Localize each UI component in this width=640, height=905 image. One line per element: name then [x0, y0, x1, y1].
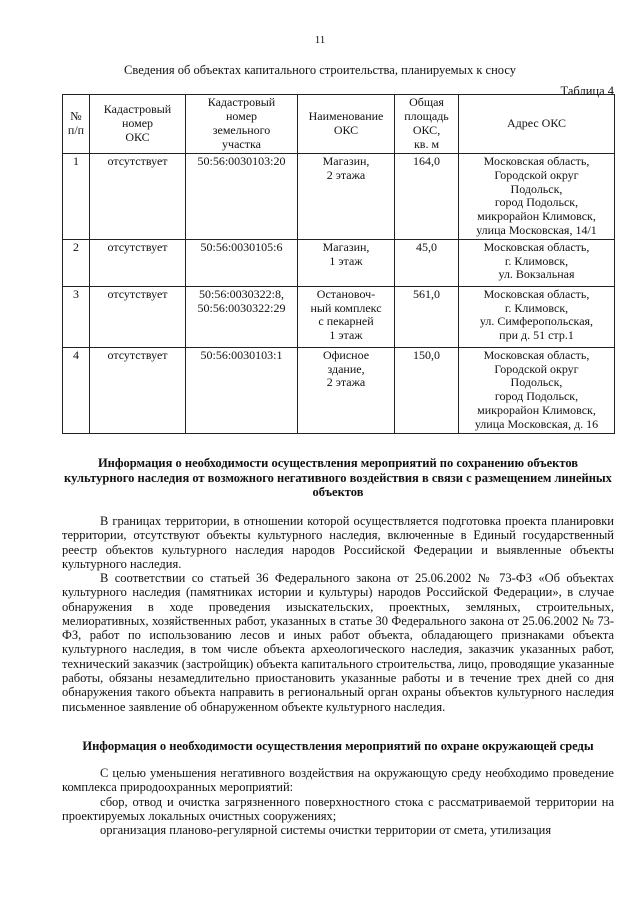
- table-label: Таблица 4: [560, 84, 614, 98]
- col-header-num: № п/п: [63, 95, 90, 154]
- cell-land-number: 50:56:0030103:20: [186, 154, 298, 240]
- table-caption: Сведения об объектах капитального строительства, планируемых к сносу: [124, 63, 516, 77]
- paragraph-federal-law-73: В соответствии со статьей 36 Федерального закона от 25.06.2002 № 73-ФЗ «Об объектах культурного наследия (памятниках истории и культуры) народов Российской Федерации», в случае обнаружения в ходе проведения изыскательских, проектных, земляных, строительных, мелиоративных, хозяйственных работ, указанных в статье 30 Федерального закона от 25.06.2002 № 73-ФЗ, работ по использованию лесов и иных работ объекта, обладающего признаками объекта культурного наследия, в том числе объекта археологического наследия, заказчик указанных работ, технический заказчик (застройщик) объекта капитального строительства, лицо, проводящие указанные работы, обязаны незамедлительно приостановить указанные работы и в течение трех дней со дня обнаружения такого объекта направить в региональный орган охраны объектов культурного наследия письменное заявление об обнаруженном объекте культурного наследия.: [62, 571, 614, 714]
- cell-address: Московская область, Городской округ Подольск, город Подольск, микрорайон Климовск, улица Московская, д. 16: [459, 347, 615, 433]
- col-header-oks-number: Кадастровый номер ОКС: [90, 95, 186, 154]
- cell-oks-number: отсутствует: [90, 154, 186, 240]
- heading-cultural-heritage: Информация о необходимости осуществления мероприятий по сохранению объектов культурного наследия от возможного негативного воздействия в связи с размещением линейных объектов: [64, 456, 612, 499]
- table-row: [63, 154, 615, 240]
- cell-area: 164,0: [395, 154, 459, 240]
- cell-name: Магазин, 2 этажа: [298, 154, 395, 240]
- cell-address: Московская область, г. Климовск, ул. Симферопольская, при д. 51 стр.1: [459, 286, 615, 347]
- cell-land-number: 50:56:0030105:6: [186, 239, 298, 286]
- heading-environment: Информация о необходимости осуществления мероприятий по охране окружающей среды: [82, 739, 594, 753]
- cell-oks-number: отсутствует: [90, 286, 186, 347]
- table-header-row: [63, 95, 615, 154]
- cell-num: 1: [63, 154, 90, 240]
- table-row: [63, 286, 615, 347]
- table-row: [63, 347, 615, 433]
- col-header-name: Наименование ОКС: [298, 95, 395, 154]
- cell-name: Остановоч- ный комплекс с пекарней 1 этаж: [298, 286, 395, 347]
- cell-area: 561,0: [395, 286, 459, 347]
- cell-num: 4: [63, 347, 90, 433]
- table-row: [63, 239, 615, 286]
- paragraph-runoff-treatment: сбор, отвод и очистка загрязненного поверхностного стока с рассматриваемой территории на проектируемых локальных очистных сооружениях;: [62, 795, 614, 824]
- col-header-area: Общая площадь ОКС, кв. м: [395, 95, 459, 154]
- cell-address: Московская область, Городской округ Подольск, город Подольск, микрорайон Климовск, улица Московская, 14/1: [459, 154, 615, 240]
- cell-address: Московская область, г. Климовск, ул. Вокзальная: [459, 239, 615, 286]
- col-header-land-number: Кадастровый номер земельного участка: [186, 95, 298, 154]
- paragraph-cleaning-system: организация планово-регулярной системы очистки территории от смета, утилизация: [100, 823, 552, 837]
- cell-num: 2: [63, 239, 90, 286]
- col-header-address: Адрес ОКС: [459, 95, 615, 154]
- cell-name: Магазин, 1 этаж: [298, 239, 395, 286]
- cell-oks-number: отсутствует: [90, 239, 186, 286]
- cell-land-number: 50:56:0030103:1: [186, 347, 298, 433]
- paragraph-cultural-heritage-absence: В границах территории, в отношении которой осуществляется подготовка проекта планировки территории, отсутствуют объекты культурного наследия, включенные в Единый государственный реестр объектов культурного наследия народов Российской Федерации и выявленные объекты культурного наследия.: [62, 514, 614, 571]
- cell-area: 45,0: [395, 239, 459, 286]
- cell-name: Офисное здание, 2 этажа: [298, 347, 395, 433]
- cell-num: 3: [63, 286, 90, 347]
- page-number: 11: [314, 34, 326, 46]
- capital-objects-table: [62, 94, 615, 434]
- cell-land-number: 50:56:0030322:8, 50:56:0030322:29: [186, 286, 298, 347]
- cell-oks-number: отсутствует: [90, 347, 186, 433]
- cell-area: 150,0: [395, 347, 459, 433]
- paragraph-environment-intro: С целью уменьшения негативного воздействия на окружающую среду необходимо проведение комплекса природоохранных мероприятий:: [62, 766, 614, 795]
